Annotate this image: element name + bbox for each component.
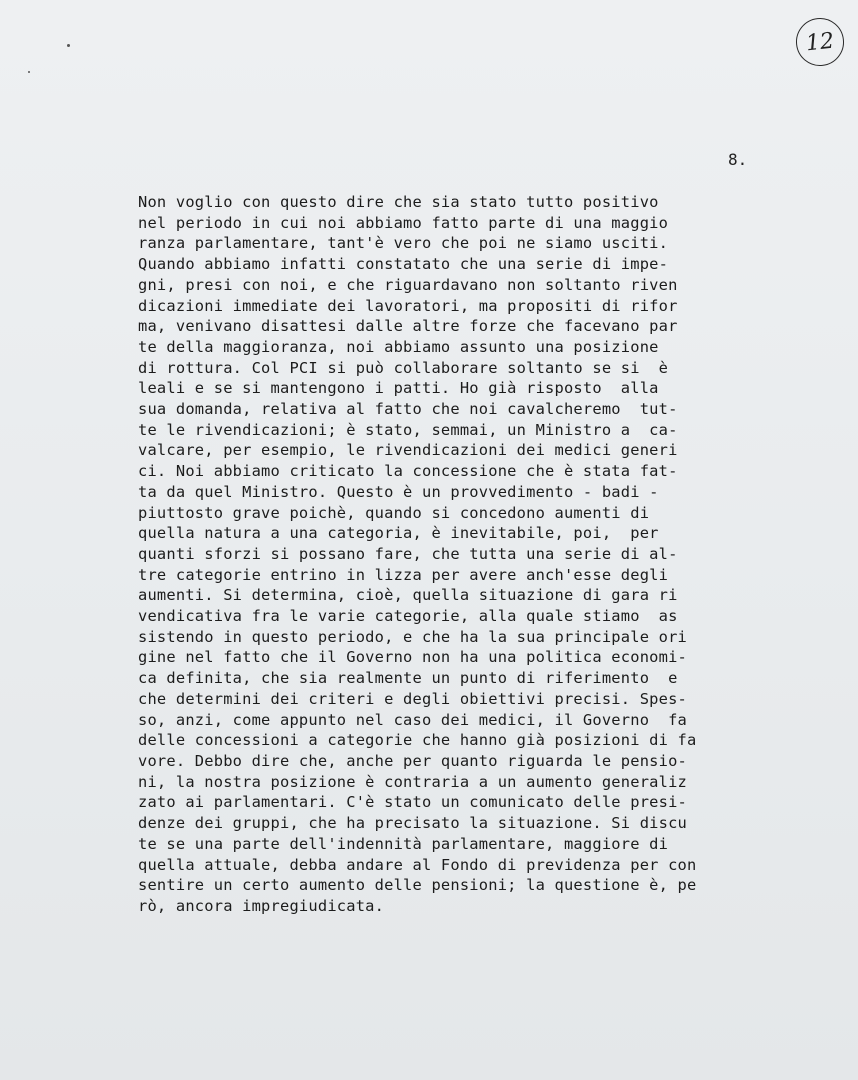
page-stamp bbox=[794, 16, 847, 69]
text-line: valcare, per esempio, le rivendicazioni dei medici generi bbox=[138, 441, 678, 460]
text-line: gine nel fatto che il Governo non ha una politica economi- bbox=[138, 648, 688, 667]
text-line: leali e se si mantengono i patti. Ho già risposto alla bbox=[138, 379, 659, 398]
text-line: so, anzi, come appunto nel caso dei medici, il Governo fa bbox=[138, 710, 688, 729]
text-line: quanti sforzi si possano fare, che tutta una serie di al- bbox=[138, 544, 678, 563]
text-line: ranza parlamentare, tant'è vero che poi ne siamo usciti. bbox=[138, 234, 669, 253]
text-line: ni, la nostra posizione è contraria a un aumento generaliz bbox=[138, 772, 688, 791]
text-line: ma, venivano disattesi dalle altre forze che facevano par bbox=[138, 317, 678, 336]
text-line: vore. Debbo dire che, anche per quanto riguarda le pensio- bbox=[138, 751, 688, 770]
text-line: sua domanda, relativa al fatto che noi cavalcheremo tut- bbox=[138, 400, 678, 419]
text-line: quella attuale, debba andare al Fondo di previdenza per con bbox=[138, 855, 697, 874]
ink-speck bbox=[28, 71, 30, 73]
text-line: sentire un certo aumento delle pensioni; la questione è, pe bbox=[138, 876, 697, 895]
text-line: sistendo in questo periodo, e che ha la sua principale ori bbox=[138, 627, 688, 646]
ink-speck bbox=[67, 44, 70, 47]
text-line: tre categorie entrino in lizza per avere anch'esse degli bbox=[138, 565, 669, 584]
body-paragraph bbox=[138, 192, 778, 917]
text-line: rò, ancora impregiudicata. bbox=[138, 896, 385, 915]
text-line: ca definita, che sia realmente un punto di riferimento e bbox=[138, 669, 678, 688]
text-line: gni, presi con noi, e che riguardavano non soltanto riven bbox=[138, 275, 678, 294]
text-line: Quando abbiamo infatti constatato che una serie di impe- bbox=[138, 255, 669, 274]
text-line: te della maggioranza, noi abbiamo assunto una posizione bbox=[138, 337, 659, 356]
page-stamp-text: 12 bbox=[804, 28, 836, 56]
text-line: zato ai parlamentari. C'è stato un comunicato delle presi- bbox=[138, 793, 688, 812]
page-number: 8. bbox=[728, 150, 748, 169]
text-line: vendicativa fra le varie categorie, alla quale stiamo as bbox=[138, 607, 678, 626]
text-line: denze dei gruppi, che ha precisato la situazione. Si discu bbox=[138, 814, 688, 833]
text-line: quella natura a una categoria, è inevitabile, poi, per bbox=[138, 524, 659, 543]
text-line: aumenti. Si determina, cioè, quella situazione di gara ri bbox=[138, 586, 678, 605]
text-line: ta da quel Ministro. Questo è un provvedimento - badi - bbox=[138, 482, 659, 501]
text-line: di rottura. Col PCI si può collaborare soltanto se si è bbox=[138, 358, 669, 377]
text-line: dicazioni immediate dei lavoratori, ma propositi di rifor bbox=[138, 296, 678, 315]
text-line: nel periodo in cui noi abbiamo fatto parte di una maggio bbox=[138, 213, 669, 232]
text-line: te se una parte dell'indennità parlamentare, maggiore di bbox=[138, 834, 669, 853]
text-line: delle concessioni a categorie che hanno già posizioni di fa bbox=[138, 731, 697, 750]
text-line: Non voglio con questo dire che sia stato tutto positivo bbox=[138, 193, 659, 211]
text-line: che determini dei criteri e degli obiettivi precisi. Spes- bbox=[138, 689, 688, 708]
text-line: ci. Noi abbiamo criticato la concessione che è stata fat- bbox=[138, 462, 678, 481]
text-line: te le rivendicazioni; è stato, semmai, un Ministro a ca- bbox=[138, 420, 678, 439]
text-line: piuttosto grave poichè, quando si concedono aumenti di bbox=[138, 503, 650, 522]
